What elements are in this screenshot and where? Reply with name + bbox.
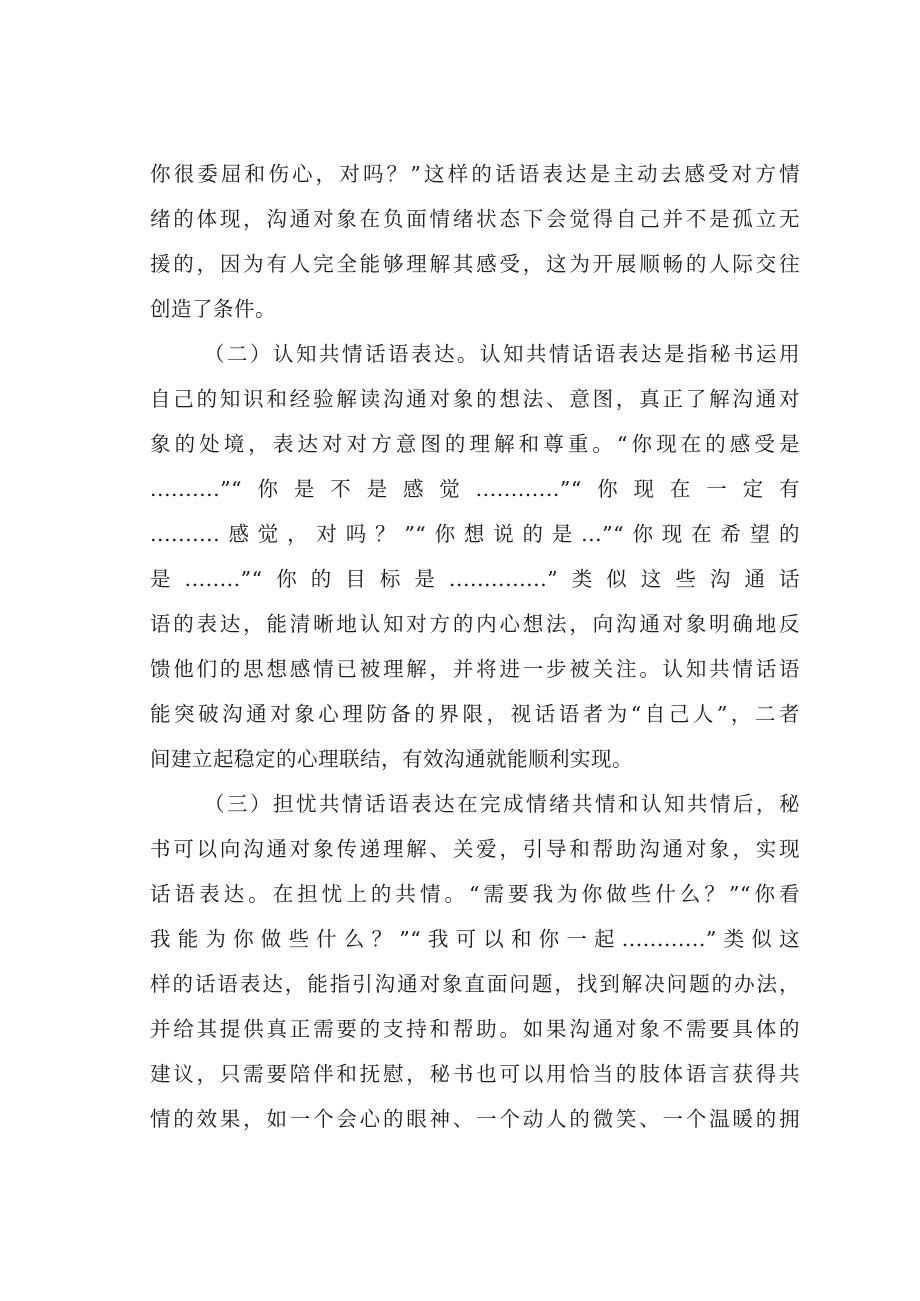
paragraph-3: [150, 782, 800, 1142]
paragraph-line: 是........”“你的目标是..............”类似这些沟通话: [150, 567, 800, 591]
paragraph-line: 绪的体现，沟通对象在负面情绪状态下会觉得自己并不是孤立无: [150, 207, 800, 231]
paragraph-line: ..........感觉，对吗？”“你想说的是...”“你现在希望的: [150, 522, 800, 546]
paragraph-line: 并给其提供真正需要的支持和帮助。如果沟通对象不需要具体的: [150, 1017, 800, 1041]
paragraph-line: 建议，只需要陪伴和抚慰，秘书也可以用恰当的肢体语言获得共: [150, 1062, 800, 1086]
paragraph-line: 话语表达。在担忧上的共情。“需要我为你做些什么？”“你看: [150, 882, 800, 906]
paragraph-line: ..........”“你是不是感觉............”“你现在一定有: [150, 477, 800, 501]
paragraph-line: 创造了条件。: [150, 297, 276, 321]
paragraph-line: 援的，因为有人完全能够理解其感受，这为开展顺畅的人际交往: [150, 252, 800, 276]
paragraph-line: 能突破沟通对象心理防备的界限，视话语者为“自己人”，二者: [150, 702, 800, 726]
paragraph-2: [150, 332, 800, 782]
paragraph-line: 语的表达，能清晰地认知对方的内心想法，向沟通对象明确地反: [150, 612, 800, 636]
paragraph-line: 你很委屈和伤心，对吗？”这样的话语表达是主动去感受对方情: [150, 162, 800, 186]
paragraph-line: 我能为你做些什么？”“我可以和你一起............”类似这: [150, 927, 800, 951]
paragraph-line: 馈他们的思想感情已被理解，并将进一步被关注。认知共情话语: [150, 657, 800, 681]
paragraph-1: [150, 152, 800, 332]
paragraph-line: 间建立起稳定的心理联结，有效沟通就能顺利实现。: [150, 747, 633, 771]
paragraph-line: （三）担忧共情话语表达在完成情绪共情和认知共情后，秘: [204, 792, 800, 816]
paragraph-line: 书可以向沟通对象传递理解、关爱，引导和帮助沟通对象，实现: [150, 837, 800, 861]
paragraph-line: （二）认知共情话语表达。认知共情话语表达是指秘书运用: [204, 342, 800, 366]
paragraph-line: 情的效果，如一个会心的眼神、一个动人的微笑、一个温暖的拥: [150, 1107, 800, 1131]
document-body: [150, 152, 800, 1142]
paragraph-line: 自己的知识和经验解读沟通对象的想法、意图，真正了解沟通对: [150, 387, 800, 411]
paragraph-line: 样的话语表达，能指引沟通对象直面问题，找到解决问题的办法，: [150, 972, 800, 996]
paragraph-line: 象的处境，表达对对方意图的理解和尊重。“你现在的感受是: [150, 432, 800, 456]
